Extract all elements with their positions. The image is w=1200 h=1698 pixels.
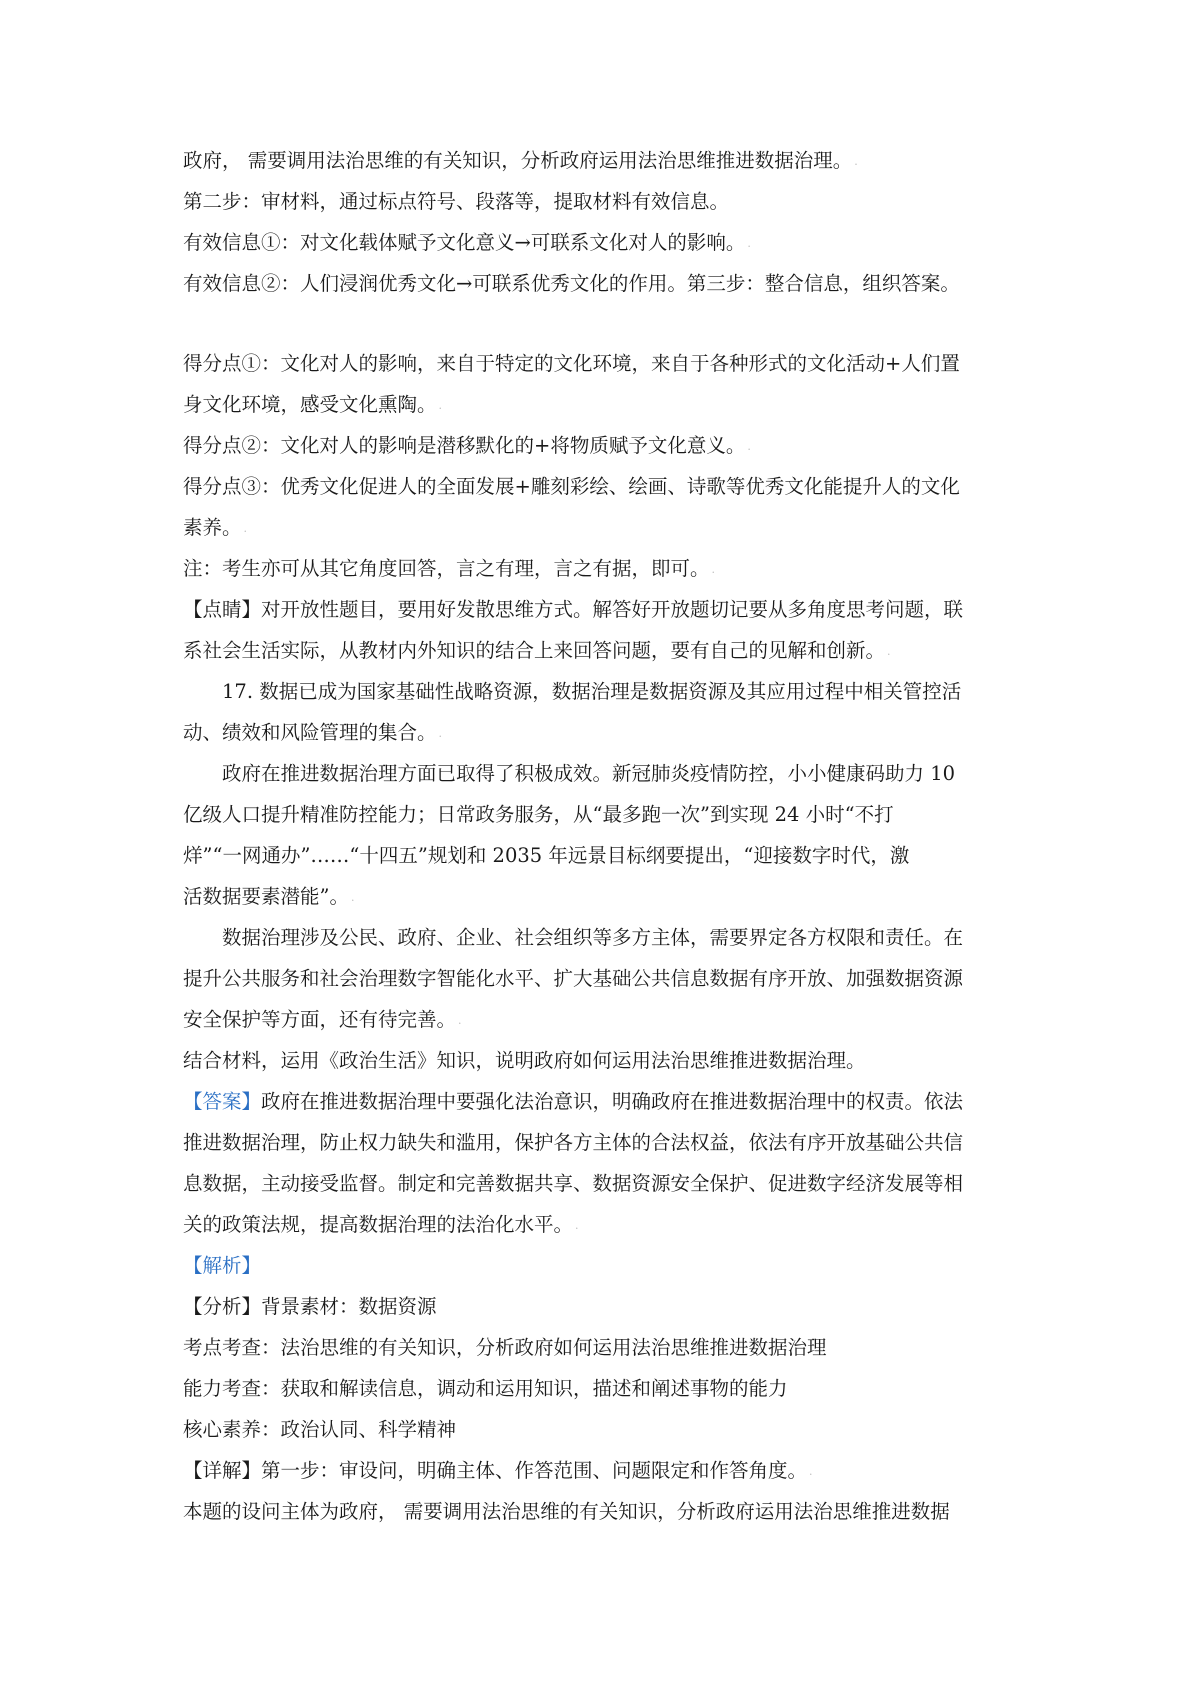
material-line: 政府在推进数据治理方面已取得了积极成效。新冠肺炎疫情防控，小小健康码助力 10 (222, 762, 956, 785)
material-line: 烊”“一网通办”……“十四五”规划和 2035 年远景目标纲要提出，“迎接数字时代，激 (183, 844, 910, 867)
text-line: 第二步：审材料，通过标点符号、段落等，提取材料有效信息。 (183, 190, 730, 213)
text-line: 得分点②：文化对人的影响是潜移默化的+将物质赋予文化意义。 . (183, 434, 751, 457)
analysis-line: 【详解】第一步：审设问，明确主体、作答范围、问题限定和作答角度。 . (183, 1459, 813, 1482)
text-line: 身文化环境，感受文化熏陶。 . (183, 393, 443, 416)
answer-line: 【答案】政府在推进数据治理中要强化法治意识，明确政府在推进数据治理中的权责。依法 (183, 1090, 964, 1113)
answer-line: 关的政策法规，提高数据治理的法治化水平。 . (183, 1213, 579, 1236)
material-line: 数据治理涉及公民、政府、企业、社会组织等多方主体，需要界定各方权限和责任。在 (222, 926, 964, 949)
analysis-heading (183, 1245, 1025, 1286)
material-line: 活数据要素潜能”。 . (183, 885, 355, 908)
analysis-line: 核心素养：政治认同、科学精神 (183, 1418, 457, 1441)
text-line: 注：考生亦可从其它角度回答，言之有理，言之有据，即可。 . (183, 557, 716, 580)
text-line: 政府， 需要调用法治思维的有关知识，分析政府运用法治思维推进数据治理。 . (183, 149, 858, 172)
analysis-tag: 【解析】 (183, 1254, 262, 1277)
text-line: 得分点①：文化对人的影响，来自于特定的文化环境，来自于各种形式的文化活动+人们置 (183, 352, 960, 375)
text-line: 系社会生活实际，从教材内外知识的结合上来回答问题，要有自己的见解和创新。 . (183, 639, 891, 662)
document-body (183, 140, 1025, 1532)
answer-line: 推进数据治理，防止权力缺失和滥用，保护各方主体的合法权益，依法有序开放基础公共信 (183, 1131, 964, 1154)
answer-line: 息数据，主动接受监督。制定和完善数据共享、数据资源安全保护、促进数字经济发展等相 (183, 1172, 964, 1195)
text-line: 得分点③：优秀文化促进人的全面发展+雕刻彩绘、绘画、诗歌等优秀文化能提升人的文化 (183, 475, 960, 498)
answer-tag: 【答案】 (183, 1090, 262, 1113)
question-prompt: 结合材料，运用《政治生活》知识，说明政府如何运用法治思维推进数据治理。 (183, 1049, 866, 1072)
material-line: 提升公共服务和社会治理数字智能化水平、扩大基础公共信息数据有序开放、加强数据资源 (183, 967, 964, 990)
question-line: 动、绩效和风险管理的集合。 . (183, 721, 443, 744)
analysis-line: 考点考查：法治思维的有关知识，分析政府如何运用法治思维推进数据治理 (183, 1336, 827, 1359)
paragraph-gap (183, 304, 1025, 343)
analysis-line: 本题的设问主体为政府， 需要调用法治思维的有关知识，分析政府运用法治思维推进数据 (183, 1500, 950, 1523)
dianjing-tag: 【点睛】 (183, 598, 262, 621)
material-line: 安全保护等方面，还有待完善。 . (183, 1008, 462, 1031)
text-line: 有效信息①：对文化载体赋予文化意义→可联系文化对人的影响。 . (183, 231, 751, 254)
material-line: 亿级人口提升精准防控能力；日常政务服务，从“最多跑一次”到实现 24 小时“不打 (183, 803, 894, 826)
analysis-line: 能力考查：获取和解读信息，调动和运用知识，描述和阐述事物的能力 (183, 1377, 788, 1400)
text-line: 素养。 . (183, 516, 248, 539)
analysis-line: 【分析】背景素材：数据资源 (183, 1295, 437, 1318)
text-line: 【点睛】对开放性题目，要用好发散思维方式。解答好开放题切记要从多角度思考问题，联 (183, 598, 964, 621)
fenxi-tag: 【分析】 (183, 1295, 262, 1318)
xiangjie-tag: 【详解】 (183, 1459, 262, 1482)
text-line: 有效信息②：人们浸润优秀文化→可联系优秀文化的作用。第三步：整合信息，组织答案。 (183, 272, 960, 295)
question-line: 17. 数据已成为国家基础性战略资源，数据治理是数据资源及其应用过程中相关管控活 (222, 680, 962, 703)
